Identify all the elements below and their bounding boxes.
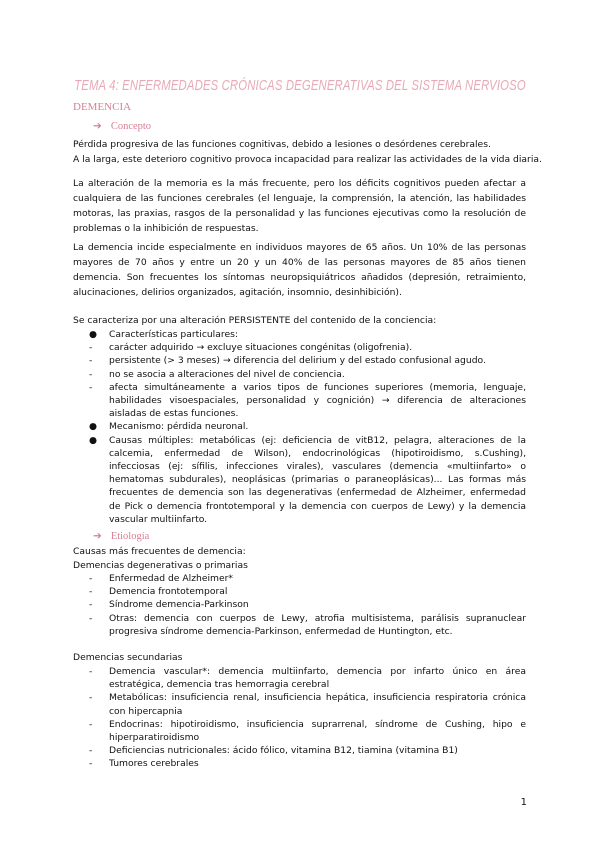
dash-icon: - (89, 342, 93, 354)
bullet-icon: ● (89, 434, 98, 446)
dash-icon: - (89, 573, 93, 584)
list-item-text: carácter adquirido → excluye situaciones congénitas (oligofrenia). (109, 342, 413, 354)
list-item (73, 434, 526, 526)
text-line: Causas más frecuentes de demencia: (73, 546, 246, 557)
dash-icon: - (89, 718, 93, 730)
text-line: Demencias degenerativas o primarias (73, 559, 248, 571)
dash-icon: - (89, 692, 93, 704)
primary-dementias-list (73, 572, 526, 638)
list-item-text: afecta simultáneamente a varios tipos de funciones superiores (memoria, lenguaje, habilidades visoespaciales, personalidad y cognición) → diferencia de alteraciones aisladas de estas funciones. (109, 381, 526, 420)
list-item (73, 572, 526, 585)
list-item-text: Deficiencias nutricionales: ácido fólico, vitamina B12, tiamina (vitamina B1) (109, 745, 458, 757)
list-item-text: Causas múltiples: metabólicas (ej: deficiencia de vitB12, pelagra, alteraciones de la calcemia, enfermedad de Wilson), endocrinológicas (hipotiroidismo, s.Cushing), infecciosas (ej: sífilis, infecciones virales), vasculares (demencia «multiinfarto» o hematomas subdurales), neoplásicas (primarias o paraneoplásicas)... Las formas más frecuentes de demencia son las degenerativas (enfermedad de Alzheimer, enfermedad de Pick o demencia frontotemporal y la demencia con cuerpos de Lewy) y la demencia vascular multiinfarto. (109, 434, 526, 525)
list-item (73, 354, 526, 367)
list-item-text: no se asocia a alteraciones del nivel de conciencia. (109, 368, 345, 380)
dash-icon: - (89, 758, 93, 770)
subheading-label: Etiología (110, 531, 150, 542)
list-item-text: Otras: demencia con cuerpos de Lewy, atrofia multisistema, parálisis supranuclear progresiva síndrome demencia-Parkinson, enfermedad de Huntington, etc. (109, 612, 526, 637)
list-item (73, 585, 526, 598)
concepto-paragraph-3: La demencia incide especialmente en individuos mayores de 65 años. Un 10% de las personas mayores de 70 años y entre un 20 y un 40% de las personas mayores de 85 años tienen demencia. Son frecuentes los síntomas neuropsiquiátricos añadidos (depresión, retraimiento, alucinaciones, delirios organizados, agitación, insomnio, desinhibición). (73, 242, 526, 298)
list-item-text: Enfermedad de Alzheimer* (109, 573, 234, 584)
list-item (73, 598, 526, 611)
dash-icon: - (89, 666, 93, 677)
secondary-dementias-title: Demencias secundarias (73, 652, 183, 663)
list-item (73, 744, 526, 757)
dash-icon: - (89, 355, 93, 367)
concepto-paragraph-1 (73, 137, 542, 167)
text-line: Pérdida progresiva de las funciones cognitivas, debido a lesiones o desórdenes cerebrales. (73, 139, 491, 150)
section-heading-demencia: DEMENCIA (73, 101, 132, 113)
dash-icon: - (89, 381, 93, 393)
list-item-text: Metabólicas: insuficiencia renal, insuficiencia hepática, insuficiencia respiratoria crónica con hipercapnia (109, 692, 526, 717)
dash-icon: - (89, 586, 93, 598)
dash-icon: - (89, 599, 93, 611)
list-item (73, 691, 526, 717)
list-item-text: Mecanismo: pérdida neuronal. (109, 421, 249, 433)
list-item-text: Demencia vascular*: demencia multiinfarto, demencia por infarto único en área estratégica, demencia tras hemorragia cerebral (109, 666, 526, 691)
dash-icon: - (89, 745, 93, 757)
list-item-text: Endocrinas: hipotiroidismo, insuficiencia suprarrenal, síndrome de Cushing, hipo e hiperparatiroidismo (109, 718, 526, 744)
bullet-icon: ● (89, 329, 98, 340)
list-item (73, 757, 526, 770)
list-item (73, 381, 526, 421)
list-item-text: Tumores cerebrales (109, 758, 199, 770)
dash-icon: - (89, 612, 93, 624)
list-item (73, 341, 526, 354)
dash-icon: - (89, 368, 93, 380)
text-line: A la larga, este deterioro cognitivo provoca incapacidad para realizar las actividades de la vida diaria. (73, 154, 542, 165)
list-item-text: Demencia frontotemporal (109, 586, 228, 598)
concepto-intro: Se caracteriza por una alteración PERSISTENTE del contenido de la conciencia: (73, 315, 437, 326)
list-item (73, 368, 526, 381)
list-item (73, 612, 526, 638)
list-item-text: Características particulares: (109, 329, 238, 340)
list-item-text: persistente (> 3 meses) → diferencia del delirium y del estado confusional agudo. (109, 355, 486, 367)
list-item (73, 665, 526, 691)
list-item (73, 328, 526, 341)
subheading-etiologia (93, 530, 149, 542)
subheading-label: Concepto (110, 121, 152, 132)
list-item (73, 718, 526, 744)
page-number: 1 (520, 797, 527, 808)
page-title: TEMA 4: ENFERMEDADES CRÓNICAS DEGENERATIVAS DEL SISTEMA NERVIOSO (74, 78, 526, 94)
etiologia-intro (73, 545, 526, 572)
subheading-concepto (93, 120, 151, 132)
characteristics-list (73, 328, 526, 526)
arrow-icon: ➔ (93, 531, 102, 542)
arrow-icon: ➔ (93, 121, 102, 132)
list-item (73, 420, 526, 433)
concepto-paragraph-2: La alteración de la memoria es la más frecuente, pero los déficits cognitivos pueden afectar a cualquiera de las funciones cerebrales (el lenguaje, la comprensión, la atención, las habilidades motoras, las praxias, rasgos de la personalidad y las funciones ejecutivas como la resolución de problemas o la inhibición de respuestas. (73, 178, 526, 234)
list-item-text: Síndrome demencia-Parkinson (109, 599, 249, 611)
bullet-icon: ● (89, 421, 98, 433)
secondary-dementias-list (73, 665, 526, 771)
